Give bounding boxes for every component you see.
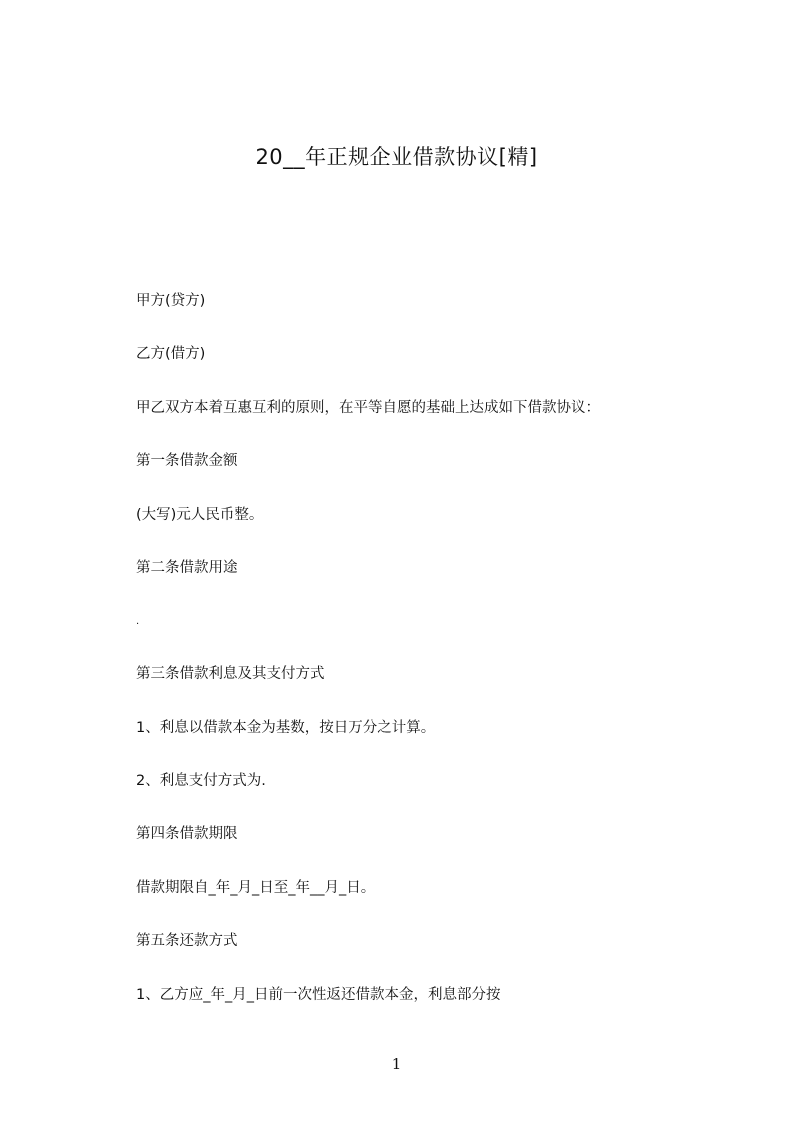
- clause-2-heading: 第二条借款用途: [136, 560, 238, 576]
- clause-3-heading: 第三条借款利息及其支付方式: [136, 666, 325, 682]
- party-b-line: 乙方(借方): [136, 346, 206, 362]
- clause-1-heading: 第一条借款金额: [136, 453, 238, 469]
- page-number: 1: [391, 1055, 402, 1073]
- document-title: 20__年正规企业借款协议[精]: [255, 145, 538, 169]
- party-a-line: 甲方(贷方): [136, 293, 206, 309]
- interest-rate-line: 1、利息以借款本金为基数，按日万分之计算。: [136, 720, 436, 736]
- loan-purpose-line: .: [136, 616, 140, 627]
- interest-payment-line: 2、利息支付方式为.: [136, 773, 266, 789]
- repayment-line: 1、乙方应_年_月_日前一次性返还借款本金，利息部分按: [136, 987, 501, 1003]
- clause-4-heading: 第四条借款期限: [136, 826, 238, 842]
- agreement-preamble: 甲乙双方本着互惠互利的原则，在平等自愿的基础上达成如下借款协议：: [136, 400, 600, 416]
- loan-term-line: 借款期限自_年_月_日至_年__月_日。: [136, 880, 376, 896]
- clause-5-heading: 第五条还款方式: [136, 933, 238, 949]
- loan-amount-line: (大写)元人民币整。: [136, 507, 264, 523]
